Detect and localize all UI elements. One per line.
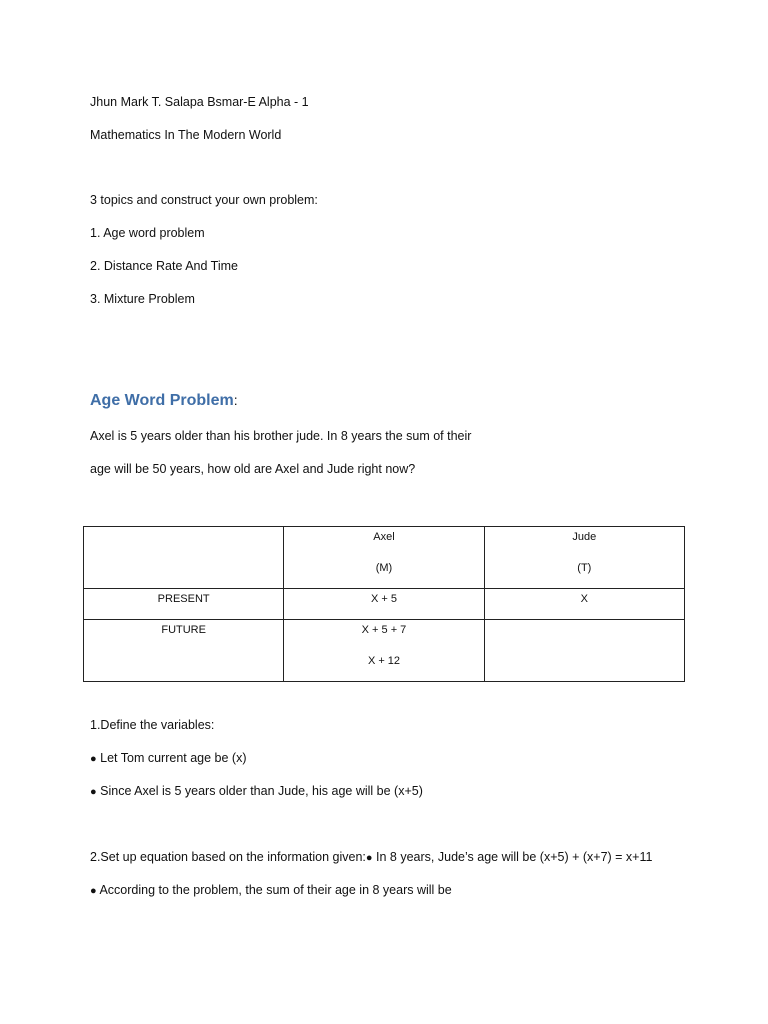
step1-bullet-1: ● Let Tom current age be (x) bbox=[90, 751, 247, 765]
topic-item-1: 1. Age word problem bbox=[90, 226, 205, 240]
step2-title: 2.Set up equation based on the information given: bbox=[90, 850, 366, 864]
topic-item-3: 3. Mixture Problem bbox=[90, 292, 195, 306]
step1-title: 1.Define the variables: bbox=[90, 718, 215, 732]
future-label-cell bbox=[84, 620, 284, 682]
table-cell-jude-header bbox=[484, 527, 684, 589]
present-jude-cell bbox=[484, 589, 684, 620]
table-cell-blank bbox=[84, 527, 284, 589]
bullet-icon: ● bbox=[90, 753, 97, 765]
step2-bullet-1: ● According to the problem, the sum of their age in 8 years will be bbox=[90, 883, 452, 897]
section-heading-text: Age Word Problem bbox=[90, 392, 234, 409]
future-jude-cell bbox=[484, 620, 684, 682]
present-jude: X bbox=[580, 593, 588, 605]
table-row-present bbox=[84, 589, 685, 620]
axel-name: Axel bbox=[373, 531, 395, 543]
bullet-icon: ● bbox=[90, 786, 97, 798]
age-table bbox=[83, 526, 685, 682]
step2-inline: In 8 years, Jude’s age will be (x+5) + (x+7) = x+11 bbox=[372, 850, 653, 864]
table-cell-axel-header bbox=[284, 527, 484, 589]
axel-symbol: (M) bbox=[375, 562, 393, 574]
future-axel-cell bbox=[284, 620, 484, 682]
present-label-cell bbox=[84, 589, 284, 620]
present-axel: X + 5 bbox=[370, 593, 397, 605]
problem-line-1: Axel is 5 years older than his brother jude. In 8 years the sum of their bbox=[90, 429, 472, 443]
topic-item-2: 2. Distance Rate And Time bbox=[90, 259, 238, 273]
problem-line-2: age will be 50 years, how old are Axel and Jude right now? bbox=[90, 462, 416, 476]
step2-line bbox=[90, 849, 652, 866]
jude-name: Jude bbox=[572, 531, 597, 543]
topics-intro: 3 topics and construct your own problem: bbox=[90, 193, 318, 207]
future-axel-line-1: X + 5 + 7 bbox=[361, 624, 407, 636]
table-row-future bbox=[84, 620, 685, 682]
course-title: Mathematics In The Modern World bbox=[90, 128, 282, 142]
future-label: FUTURE bbox=[161, 624, 206, 636]
author-line: Jhun Mark T. Salapa Bsmar-E Alpha - 1 bbox=[90, 95, 309, 109]
bullet-icon: ● bbox=[90, 885, 97, 897]
future-jude bbox=[485, 620, 684, 623]
present-label: PRESENT bbox=[157, 593, 210, 605]
section-heading bbox=[90, 390, 238, 411]
jude-symbol: (T) bbox=[577, 562, 592, 574]
step1-bullet-2: ● Since Axel is 5 years older than Jude, his age will be (x+5) bbox=[90, 784, 423, 798]
present-axel-cell bbox=[284, 589, 484, 620]
future-axel-line-2: X + 12 bbox=[367, 655, 401, 667]
bullet-icon: ● bbox=[365, 852, 373, 864]
section-heading-suffix: : bbox=[233, 392, 238, 408]
table-header-row bbox=[84, 527, 685, 589]
